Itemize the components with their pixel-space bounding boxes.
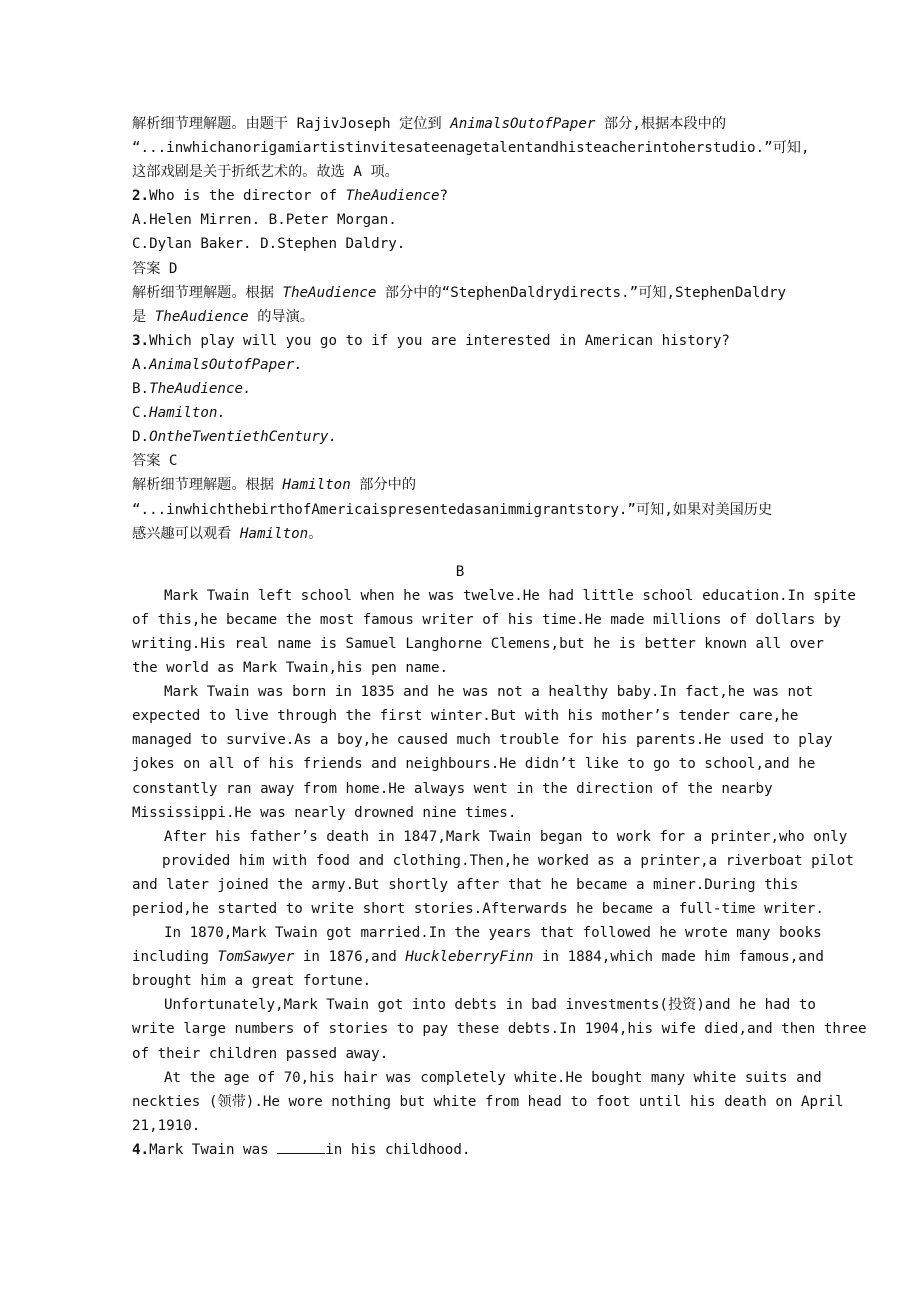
p5-line-1: Unfortunately,Mark Twain got into debts in bad investments(投资)and he had to (164, 997, 816, 1014)
p5-line-2: write large numbers of stories to pay these debts.In 1904,his wife died,and then three (132, 1021, 867, 1038)
answer-blank (277, 1139, 325, 1154)
q1-analysis-line-2: “...inwhichanorigamiartistinvitesateenagetalentandhisteacherintoherstudio.”可知, (132, 140, 810, 157)
p1-line-1: Mark Twain left school when he was twelve.He had little school education.In spite (164, 587, 856, 604)
q3-analysis-line-3: 感兴趣可以观看 Hamilton。 (132, 525, 323, 542)
q3-analysis-line-2: “...inwhichthebirthofAmericaispresentedasanimmigrantstory.”可知,如果对美国历史 (132, 501, 773, 518)
section-gap (132, 546, 822, 560)
p2-line-6: Mississippi.He was nearly drowned nine times. (132, 804, 517, 821)
q2-stem: 2.Who is the director of TheAudience? (132, 188, 449, 205)
document-page (132, 112, 867, 1162)
section-b-heading: B (455, 563, 465, 580)
p5-line-3: of their children passed away. (132, 1045, 389, 1062)
p1-line-3: writing.His real name is Samuel Langhorne Clemens,but he is better known all over (132, 635, 824, 652)
p6-line-2: neckties (领带).He wore nothing but white from head to foot until his death on April (132, 1093, 844, 1110)
p2-line-5: constantly ran away from home.He always went in the direction of the nearby (132, 780, 773, 797)
p2-line-1: Mark Twain was born in 1835 and he was not a healthy baby.In fact,he was not (164, 684, 814, 701)
p1-line-4: the world as Mark Twain,his pen name. (132, 660, 449, 677)
q2-analysis-line-2: 是 TheAudience 的导演。 (132, 308, 314, 325)
p4-line-3: brought him a great fortune. (132, 973, 372, 990)
p2-line-4: jokes on all of his friends and neighbours.He didn’t like to go to school,and he (132, 756, 816, 773)
q1-analysis-line-3: 这部戏剧是关于折纸艺术的。故选 A 项。 (132, 164, 399, 181)
p6-line-1: At the age of 70,his hair was completely white.He bought many white suits and (164, 1069, 822, 1086)
p1-line-2: of this,he became the most famous writer of his time.He made millions of dollars by (132, 611, 841, 628)
p2-line-2: expected to live through the first winter.But with his mother’s tender care,he (132, 708, 799, 725)
p2-line-3: managed to survive.As a boy,he caused much trouble for his parents.He used to play (132, 732, 833, 749)
p3-line-1: After his father’s death in 1847,Mark Twain began to work for a printer,who only (164, 828, 848, 845)
q3-option-c: C.Hamilton. (132, 405, 226, 422)
p3-line-3: and later joined the army.But shortly after that he became a miner.During this (132, 876, 799, 893)
q1-analysis-line-1: 解析细节理解题。由题干 RajivJoseph 定位到 AnimalsOutofPaper 部分,根据本段中的 (132, 116, 727, 132)
q3-answer: 答案 C (132, 453, 178, 470)
q3-analysis-line-1: 解析细节理解题。根据 Hamilton 部分中的 (132, 477, 417, 494)
p3-line-4: period,he started to write short stories.Afterwards he became a full-time writer. (132, 901, 824, 917)
p4-line-1: In 1870,Mark Twain got married.In the years that followed he wrote many books (164, 925, 822, 942)
q2-analysis-line-1: 解析细节理解题。根据 TheAudience 部分中的“StephenDaldrydirects.”可知,StephenDaldry (132, 284, 787, 301)
q2-options-cd: C.Dylan Baker. D.Stephen Daldry. (132, 236, 406, 253)
p6-line-3: 21,1910. (132, 1117, 201, 1134)
q4-stem: 4.Mark Twain was in his childhood. (132, 1138, 822, 1162)
q2-options-ab: A.Helen Mirren. B.Peter Morgan. (132, 212, 397, 229)
p4-line-2: including TomSawyer in 1876,and HuckleberryFinn in 1884,which made him famous,and (132, 949, 824, 966)
q3-option-b: B.TheAudience. (132, 381, 252, 398)
q3-stem: 3.Which play will you go to if you are interested in American history? (132, 332, 730, 349)
q3-option-d: D.OntheTwentiethCentury. (132, 429, 338, 446)
q3-option-a: A.AnimalsOutofPaper. (132, 356, 303, 373)
q2-answer: 答案 D (132, 260, 178, 277)
p3-line-2: provided him with food and clothing.Then,he worked as a printer,a riverboat pilot (162, 852, 854, 869)
